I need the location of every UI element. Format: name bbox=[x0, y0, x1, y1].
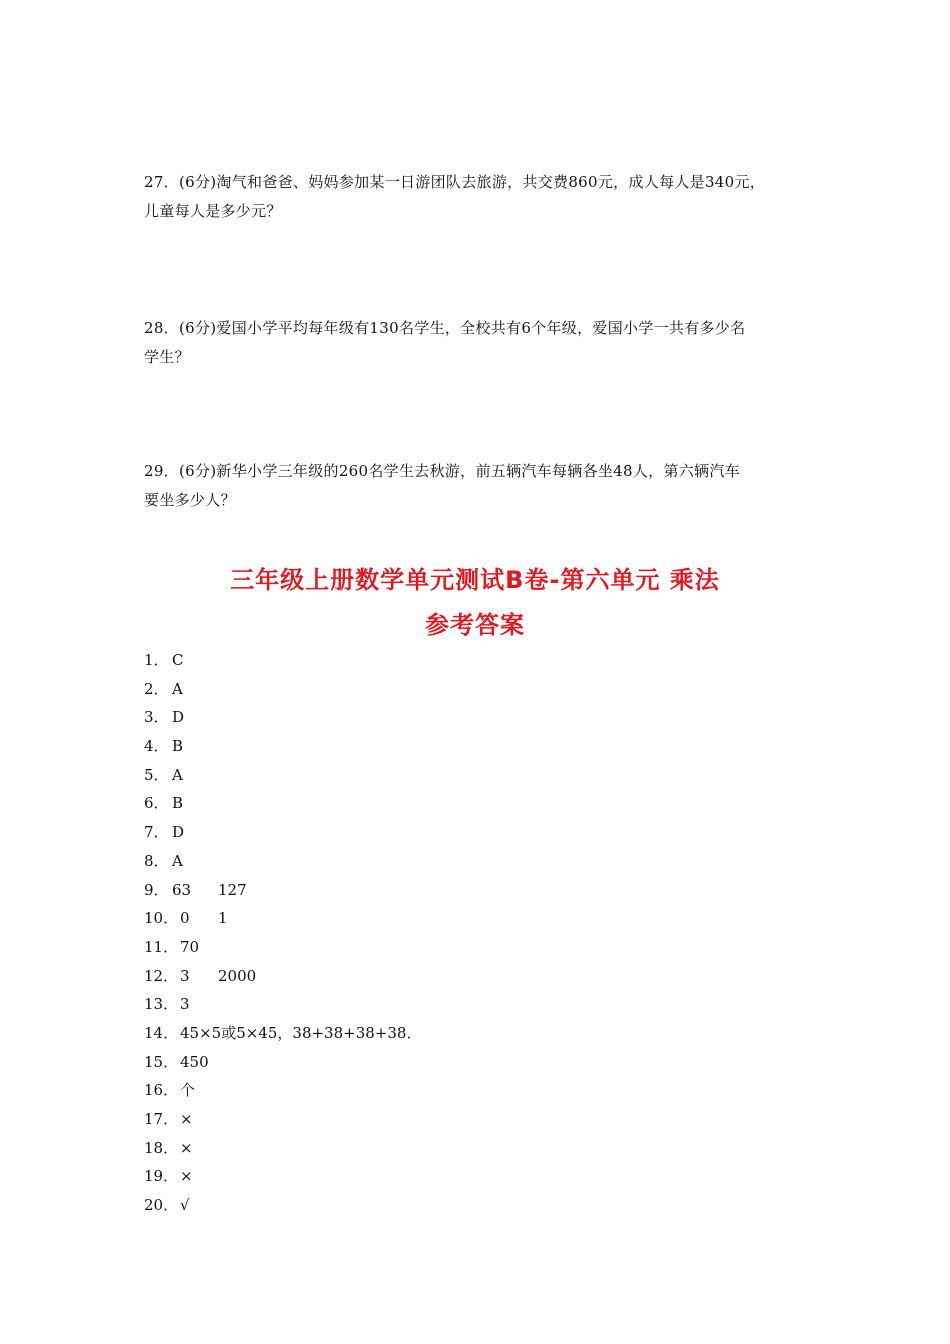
answer-value: 450 bbox=[180, 1052, 209, 1071]
answer-value: 63 bbox=[172, 880, 192, 899]
answer-item: 13． 3 bbox=[144, 990, 421, 1019]
answer-value: C bbox=[172, 651, 184, 669]
answer-value: 3 bbox=[180, 966, 190, 985]
question-28-line-1: 28．(6分)爱国小学平均每年级有130名学生，全校共有6个年级，爱国小学一共有多少名 bbox=[144, 319, 746, 337]
answer-value: A bbox=[172, 851, 183, 870]
question-27 bbox=[144, 168, 834, 226]
answer-item: 11． 70 bbox=[144, 933, 421, 962]
answer-value: × bbox=[180, 1110, 193, 1128]
answer-item: 7． D bbox=[144, 818, 421, 847]
answer-item: 3． D bbox=[144, 703, 421, 732]
answer-item: 4． B bbox=[144, 732, 421, 761]
answer-value: √ bbox=[180, 1196, 190, 1215]
question-27-line-2: 儿童每人是多少元？ bbox=[144, 202, 282, 220]
answer-value: 45×5或5×45，38+38+38+38． bbox=[180, 1023, 422, 1042]
answer-item: 1． C bbox=[144, 646, 421, 675]
question-28-line-2: 学生？ bbox=[144, 348, 190, 366]
answer-item: 14． 45×5或5×45，38+38+38+38． bbox=[144, 1019, 421, 1048]
answer-value: D bbox=[172, 708, 185, 727]
question-29-line-1: 29．(6分)新华小学三年级的260名学生去秋游，前五辆汽车每辆各坐48人，第六辆汽车 bbox=[144, 462, 740, 480]
answer-item: 16． 个 bbox=[144, 1076, 421, 1105]
answer-value: 0 bbox=[180, 909, 190, 928]
answer-item: 10． 0 1 bbox=[144, 904, 421, 933]
answer-item: 15． 450 bbox=[144, 1048, 421, 1077]
answer-value: × bbox=[180, 1167, 193, 1186]
answer-item: 17． × bbox=[144, 1105, 421, 1134]
answer-item: 6． B bbox=[144, 789, 421, 818]
answer-item: 2． A bbox=[144, 675, 421, 704]
answer-value: 70 bbox=[180, 937, 200, 956]
answer-value: D bbox=[172, 823, 185, 842]
answer-value: A bbox=[172, 765, 183, 784]
question-29-line-2: 要坐多少人？ bbox=[144, 491, 236, 509]
answer-item: 9． 63 127 bbox=[144, 876, 421, 905]
answer-value-2: 2000 bbox=[218, 966, 257, 985]
answer-value: A bbox=[172, 679, 183, 698]
answer-item: 8． A bbox=[144, 847, 421, 876]
answer-list bbox=[144, 646, 421, 1220]
answer-item: 12． 3 2000 bbox=[144, 962, 421, 991]
answer-value-2: 1 bbox=[218, 909, 228, 928]
answer-section-title: 三年级上册数学单元测试B卷-第六单元 乘法 bbox=[230, 566, 720, 594]
answer-value: 个 bbox=[180, 1081, 196, 1100]
answer-value: 3 bbox=[180, 995, 190, 1014]
question-27-line-1: 27．(6分)淘气和爸爸、妈妈参加某一日游团队去旅游，共交费860元，成人每人是340元， bbox=[144, 173, 766, 191]
answer-item: 5． A bbox=[144, 761, 421, 790]
answer-item: 18． × bbox=[144, 1134, 421, 1163]
answer-value: B bbox=[172, 794, 184, 813]
answer-value: × bbox=[180, 1138, 193, 1157]
answer-value: B bbox=[172, 737, 184, 756]
answer-value-2: 127 bbox=[218, 880, 247, 899]
answer-item: 20． √ bbox=[144, 1191, 421, 1220]
question-29 bbox=[144, 457, 834, 515]
answer-item: 19． × bbox=[144, 1162, 421, 1191]
answer-section-subtitle: 参考答案 bbox=[425, 611, 525, 639]
question-28 bbox=[144, 314, 834, 372]
